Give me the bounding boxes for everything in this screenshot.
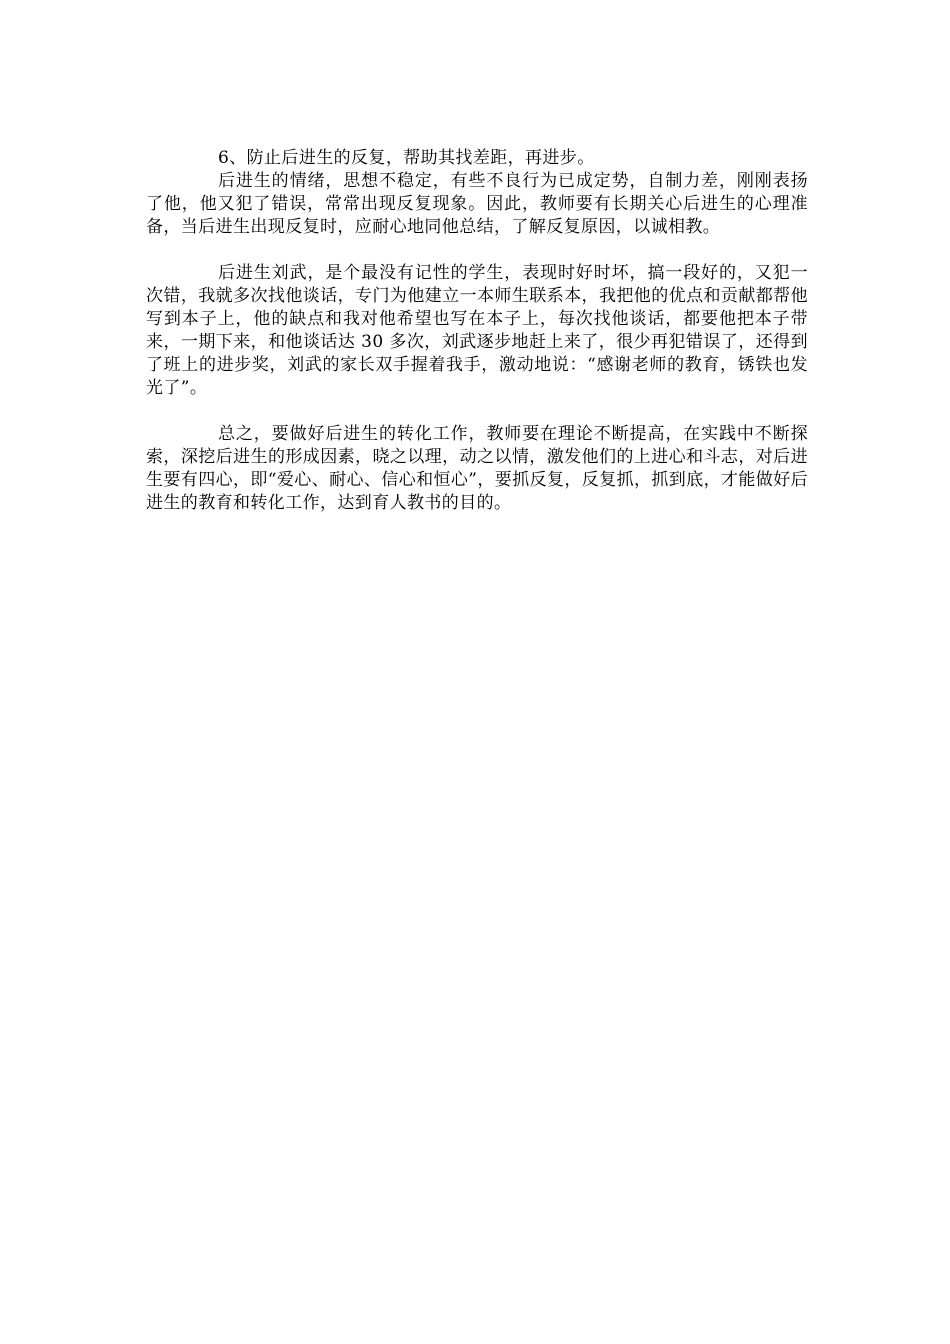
paragraph-spacer <box>146 239 808 262</box>
paragraph-spacer <box>146 400 808 423</box>
section-heading: 6、防止后进生的反复，帮助其找差距，再进步。 <box>218 148 595 168</box>
body-paragraph: 后进生的情绪，思想不稳定，有些不良行为已成定势，自制力差，刚刚表扬了他，他又犯了错误，常常出现反复现象。因此，教师要有长期关心后进生的心理准备，当后进生出现反复时，应耐心地同他总结，了解反复原因，以诚相教。 <box>146 171 808 237</box>
body-paragraph: 总之，要做好后进生的转化工作，教师要在理论不断提高，在实践中不断探索，深挖后进生的形成因素，晓之以理，动之以情，激发他们的上进心和斗志，对后进生要有四心，即“爱心、耐心、信心和恒心”，要抓反复，反复抓，抓到底，才能做好后进生的教育和转化工作，达到育人教书的目的。 <box>146 424 808 513</box>
document-body <box>146 147 808 515</box>
body-paragraph: 后进生刘武，是个最没有记性的学生，表现时好时坏，搞一段好的，又犯一次错，我就多次找他谈话，专门为他建立一本师生联系本，我把他的优点和贡献都帮他写到本子上，他的缺点和我对他希望也写在本子上，每次找他谈话，都要他把本子带来，一期下来，和他谈话达 30 多次，刘武逐步地赶上来了，很少再犯错误了，还得到了班上的进步奖，刘武的家长双手握着我手，激动地说：“感谢老师的教育，锈铁也发光了”。 <box>146 263 808 398</box>
